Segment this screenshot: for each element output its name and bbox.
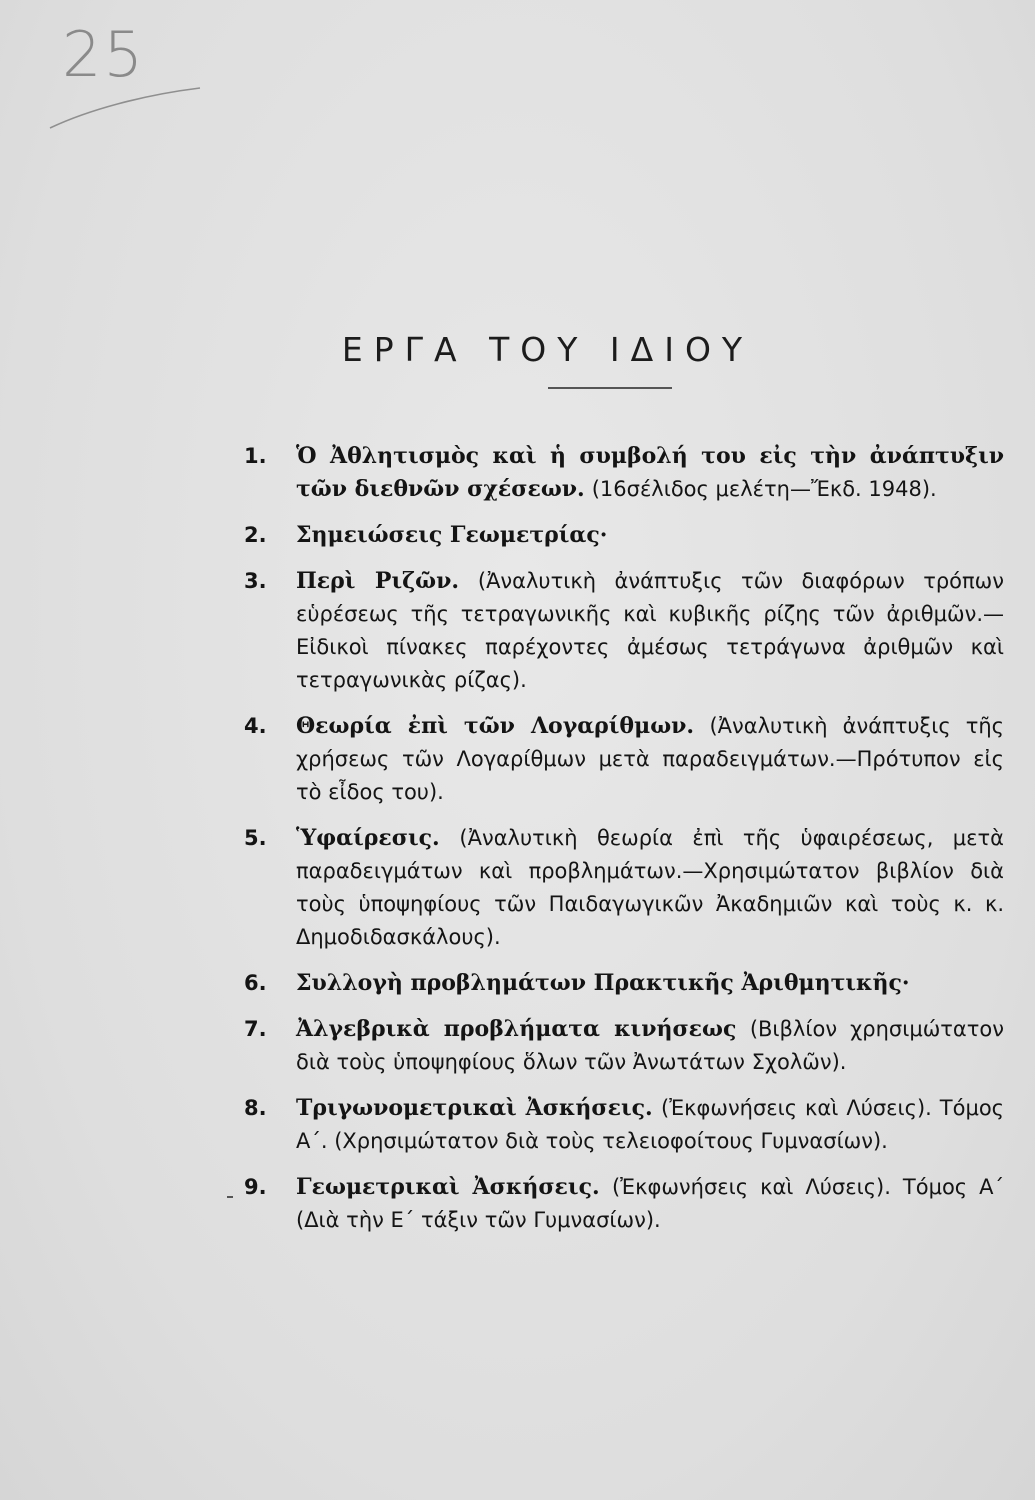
work-number: 2.: [244, 523, 267, 547]
work-item: [244, 440, 1004, 506]
work-number: 8.: [244, 1096, 267, 1120]
work-description: (Ἀναλυτικὴ θεωρία ἐπὶ τῆς ὑφαιρέσεως, μετὰ παραδειγμάτων καὶ προβλημάτων.—Χρησιμώτατον βιβλίον διὰ τοὺς ὑποψηφίους τῶν Παιδαγωγικῶν Ἀκαδημιῶν καὶ τοὺς κ. κ. Δημοδιδασκάλους).: [296, 826, 1005, 949]
work-description: (Ἐκφωνήσεις καὶ Λύσεις). Τόμος Α΄. (Χρησιμώτατον διὰ τοὺς τελειοφοίτους Γυμνασίων).: [296, 1096, 1004, 1153]
handwritten-page-number: 25: [62, 18, 145, 91]
work-description: (Ἀναλυτικὴ ἀνάπτυξις τῆς χρήσεως τῶν Λογαρίθμων μετὰ παραδειγμάτων.—Πρότυπον εἰς τὸ εἶδος του).: [296, 714, 1004, 804]
work-title: Ὑφαίρεσις.: [296, 825, 440, 851]
work-number: 3.: [244, 569, 267, 593]
work-title: Γεωμετρικαὶ Ἀσκήσεις.: [296, 1174, 600, 1200]
work-item: [244, 1092, 1004, 1158]
work-title: Ὁ Ἀθλητισμὸς καὶ ἡ συμβολή του εἰς τὴν ἀνάπτυξιν τῶν διεθνῶν σχέσεων.: [296, 443, 1004, 502]
work-title: Τριγωνομετρικαὶ Ἀσκήσεις.: [296, 1095, 653, 1121]
works-list: [244, 440, 1004, 1250]
work-item: [244, 565, 1004, 697]
work-number: 7.: [244, 1017, 267, 1041]
handwritten-underline-stroke: [48, 60, 208, 140]
work-title: Συλλογὴ προβλημάτων Πρακτικῆς Ἀριθμητικῆς·: [296, 970, 910, 996]
work-item: [244, 710, 1004, 809]
work-number: 6.: [244, 971, 267, 995]
work-title: Σημειώσεις Γεωμετρίας·: [296, 522, 608, 548]
work-item: [244, 967, 1004, 1000]
work-item: [244, 1013, 1004, 1079]
work-description: (Βιβλίον χρησιμώτατον διὰ τοὺς ὑποψηφίους ὅλων τῶν Ἀνωτάτων Σχολῶν).: [296, 1017, 1004, 1074]
work-description: (Ἀναλυτικὴ ἀνάπτυξις τῶν διαφόρων τρόπων εὑρέσεως τῆς τετραγωνικῆς καὶ κυβικῆς ρίζης τῶν ἀριθμῶν.— Εἰδικοὶ πίνακες παρέχοντες ἀμέσως τετράγωνα ἀριθμῶν καὶ τετραγωνικὰς ρίζας).: [296, 569, 1004, 692]
work-number: 4.: [244, 714, 267, 738]
work-item: [244, 1171, 1004, 1237]
work-item: [244, 519, 1004, 552]
work-description: (16σέλιδος μελέτη—Ἔκδ. 1948).: [591, 477, 937, 501]
work-description: (Ἐκφωνήσεις καὶ Λύσεις). Τόμος Α΄ (Διὰ τὴν Ε΄ τάξιν τῶν Γυμνασίων).: [296, 1175, 1004, 1232]
work-title: Περὶ Ριζῶν.: [296, 568, 460, 594]
page-title: ΕΡΓΑ ΤΟΥ ΙΔΙΟΥ: [341, 330, 754, 369]
work-number: 9.: [244, 1175, 267, 1199]
work-title: Ἀλγεβρικὰ προβλήματα κινήσεως: [296, 1016, 737, 1042]
work-title: Θεωρία ἐπὶ τῶν Λογαρίθμων.: [296, 713, 695, 739]
work-number: 5.: [244, 826, 267, 850]
stray-ink-mark: [227, 1196, 233, 1198]
work-item: [244, 822, 1004, 954]
title-divider: [548, 387, 672, 389]
work-number: 1.: [244, 444, 267, 468]
